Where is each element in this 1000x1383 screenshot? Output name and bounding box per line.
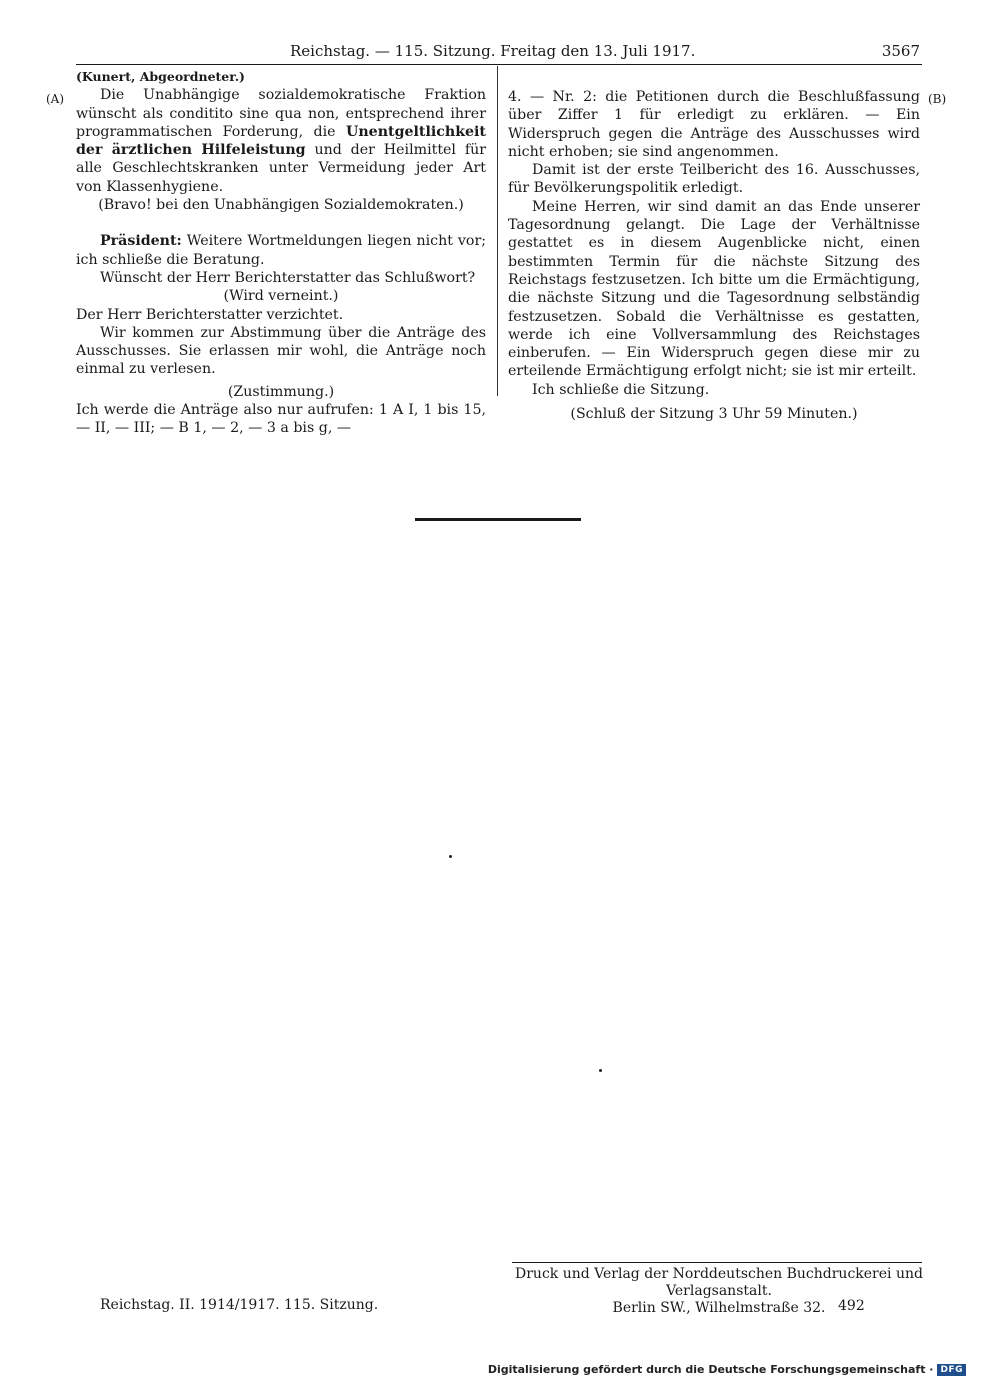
margin-mark-right: (B): [928, 92, 947, 106]
column-divider: [497, 66, 498, 396]
footer-rule: [512, 1262, 922, 1263]
credit-text: Digitalisierung gefördert durch die Deutsche Forschungsgemeinschaft ·: [487, 1363, 934, 1376]
paragraph: Präsident: Weitere Wortmeldungen liegen nicht vor; ich schließe die Beratung.: [76, 233, 487, 268]
printer-line: Berlin SW., Wilhelmstraße 32.: [612, 1300, 826, 1316]
paragraph: Der Herr Berichterstatter verzichtet.: [76, 306, 344, 323]
applause-note: (Bravo! bei den Unabhängigen Sozialdemokraten.): [98, 197, 464, 214]
left-column: [76, 68, 486, 438]
paragraph: Ich werde die Anträge also nur aufrufen: 1 A I, 1 bis 15, — II, — III; — B 1, — 2, — 3 a bis g, —: [76, 402, 486, 437]
header-title: Reichstag. — 115. Sitzung. Freitag den 13. Juli 1917.: [290, 42, 696, 60]
closing-note: (Schluß der Sitzung 3 Uhr 59 Minuten.): [570, 406, 858, 423]
paragraph: Die Unabhängige sozialdemokratische Fraktion wünscht als conditito sine qua non, entsprechend ihrer programmatischen Forderung, die Unentgeltlichkeit der ärztlichen Hilfeleistung und der Heilmittel für alle Geschlechtskranken unter Vermeidung jeder Art von Klassenhygiene.: [76, 87, 486, 195]
printer-imprint: [508, 1266, 930, 1317]
sheet-number: 492: [838, 1298, 865, 1314]
speaker-label: Präsident:: [100, 233, 182, 250]
right-column: [508, 88, 920, 423]
page-number: 3567: [881, 42, 920, 60]
margin-mark-left: (A): [46, 92, 65, 106]
footer-signature: Reichstag. II. 1914/1917. 115. Sitzung.: [100, 1297, 379, 1313]
scan-speck: [599, 1069, 602, 1072]
page-header: [290, 42, 920, 64]
header-rule: [76, 64, 922, 65]
paragraph: Wir kommen zur Abstimmung über die Anträge des Ausschusses. Sie erlassen mir wohl, die Anträge noch einmal zu verlesen.: [76, 324, 486, 378]
paragraph: 4. — Nr. 2: die Petitionen durch die Beschlußfassung über Ziffer 1 für erledigt zu erklären. — Ein Widerspruch gegen die Anträge des Ausschusses wird nicht erhoben; sie sind angenommen.: [508, 89, 920, 160]
section-end-rule: [415, 518, 581, 521]
stage-note: (Zustimmung.): [227, 383, 335, 400]
paragraph: Damit ist der erste Teilbericht des 16. Ausschusses, für Bevölkerungspolitik erledigt.: [508, 162, 920, 197]
paragraph: Meine Herren, wir sind damit an das Ende unserer Tagesordnung gelangt. Die Lage der Verhältnisse gestattet es in diesem Augenblicke nicht, einen bestimmten Termin für die nächste Sitzung des Reichstags festzusetzen. Ich bitte um die Ermächtigung, die nächste Sitzung und die Tagesordnung selbständig festzusetzen. Sobald die Verhältnisse es gestatten, werde ich eine Vollversammlung des Reichstages einberufen. — Ein Widerspruch gegen diese mir zu erteilende Ermächtigung erfolgt nicht; sie ist mir erteilt.: [508, 198, 920, 380]
dfg-logo-icon: DFG: [937, 1364, 966, 1376]
stage-note: (Wird verneint.): [223, 288, 339, 305]
printer-line: Druck und Verlag der Norddeutschen Buchdruckerei und Verlagsanstalt.: [515, 1266, 923, 1299]
speaker-note: (Kunert, Abgeordneter.): [76, 69, 245, 84]
bold-phrase: Unentgeltlichkeit der ärztlichen Hilfeleistung: [76, 123, 486, 159]
paragraph: Ich schließe die Sitzung.: [532, 381, 710, 398]
paragraph: Wünscht der Herr Berichterstatter das Schlußwort?: [100, 269, 476, 286]
scan-speck: [449, 855, 452, 858]
digitization-credit: [488, 1363, 966, 1376]
